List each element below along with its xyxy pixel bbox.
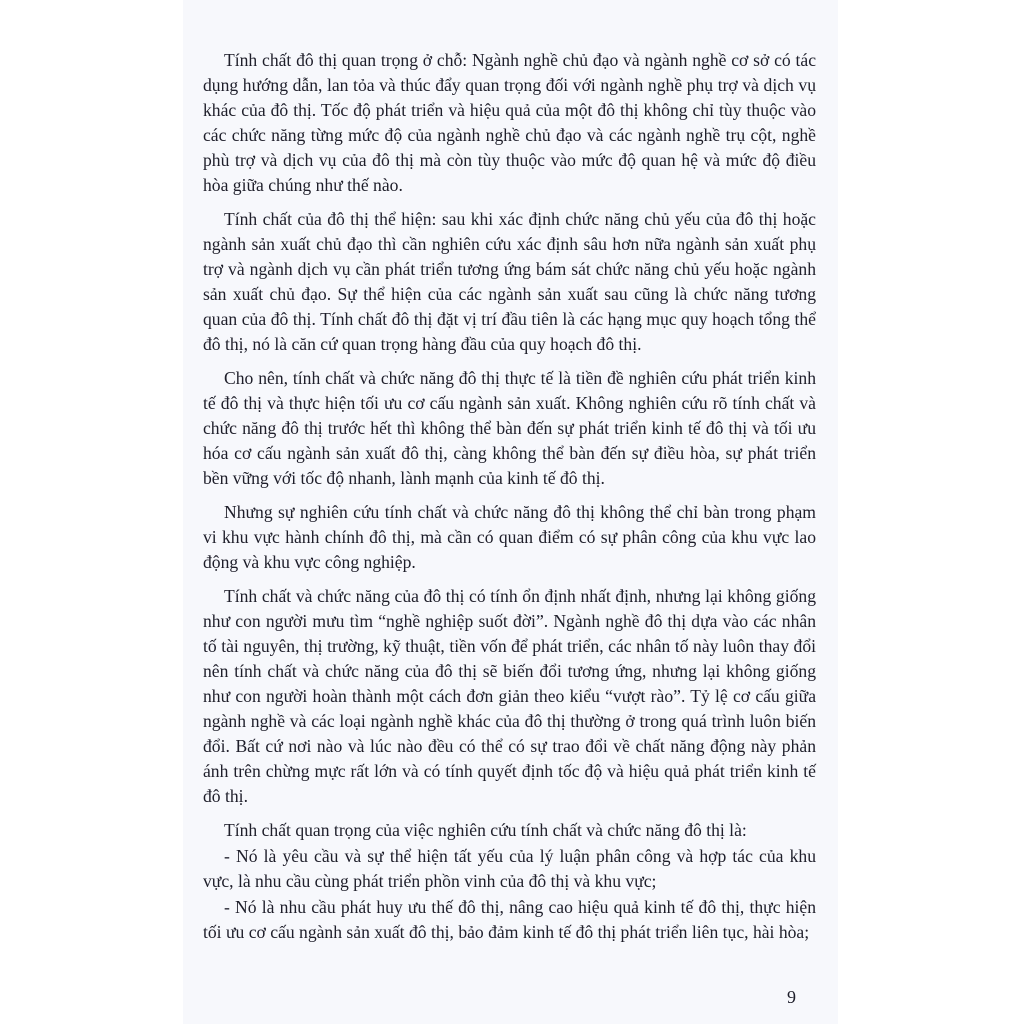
book-page — [183, 0, 838, 1024]
paragraph: Tính chất và chức năng của đô thị có tính ổn định nhất định, nhưng lại không giống như con người mưu tìm “nghề nghiệp suốt đời”. Ngành nghề đô thị dựa vào các nhân tố tài nguyên, thị trường, kỹ thuật, tiền vốn để phát triển, các nhân tố này luôn thay đổi nên tính chất và chức năng của đô thị sẽ biến đổi tương ứng, nhưng lại không giống như con người hoàn thành một cách đơn giản theo kiểu “vượt rào”. Tỷ lệ cơ cấu giữa ngành nghề và các loại ngành nghề khác của đô thị thường ở trong quá trình luôn biến đổi. Bất cứ nơi nào và lúc nào đều có thể có sự trao đổi về chất năng động này phản ánh trên chừng mực rất lớn và có tính quyết định tốc độ và hiệu quả phát triển kinh tế đô thị. — [203, 586, 816, 806]
paragraph: Tính chất quan trọng của việc nghiên cứu tính chất và chức năng đô thị là: — [224, 820, 747, 840]
page-body — [203, 48, 816, 946]
paragraph: Cho nên, tính chất và chức năng đô thị thực tế là tiền đề nghiên cứu phát triển kinh tế đô thị và thực hiện tối ưu cơ cấu ngành sản xuất. Không nghiên cứu rõ tính chất và chức năng đô thị trước hết thì không thể bàn đến sự phát triển kinh tế đô thị và tối ưu hóa cơ cấu ngành sản xuất đô thị, càng không thể bàn đến sự điều hòa, sự phát triển bền vững với tốc độ nhanh, lành mạnh của kinh tế đô thị. — [203, 368, 816, 488]
paragraph: Tính chất đô thị quan trọng ở chỗ: Ngành nghề chủ đạo và ngành nghề cơ sở có tác dụng hướng dẫn, lan tỏa và thúc đẩy quan trọng đối với ngành nghề phụ trợ và dịch vụ khác của đô thị. Tốc độ phát triển và hiệu quả của một đô thị không chỉ tùy thuộc vào các chức năng từng mức độ của ngành nghề chủ đạo và các ngành nghề trụ cột, nghề phù trợ và dịch vụ của đô thị mà còn tùy thuộc vào mức độ quan hệ và mức độ điều hòa giữa chúng như thế nào. — [203, 50, 816, 195]
list-item — [203, 844, 816, 894]
paragraph: Tính chất của đô thị thể hiện: sau khi xác định chức năng chủ yếu của đô thị hoặc ngành sản xuất chủ đạo thì cần nghiên cứu xác định sâu hơn nữa ngành sản xuất phụ trợ và ngành dịch vụ cần phát triển tương ứng bám sát chức năng chủ yếu hoặc ngành sản xuất chủ đạo. Sự thể hiện của các ngành sản xuất sau cũng là chức năng tương quan của đô thị. Tính chất đô thị đặt vị trí đầu tiên là các hạng mục quy hoạch tổng thể đô thị, nó là căn cứ quan trọng hàng đầu của quy hoạch đô thị. — [203, 209, 816, 354]
paragraph: Nhưng sự nghiên cứu tính chất và chức năng đô thị không thể chỉ bàn trong phạm vi khu vực hành chính đô thị, mà cần có quan điểm có sự phân công của khu vực lao động và khu vực công nghiệp. — [203, 502, 816, 572]
list-item — [203, 895, 816, 945]
list-item-text: - Nó là yêu cầu và sự thể hiện tất yếu của lý luận phân công và hợp tác của khu vực, là nhu cầu cùng phát triển phồn vinh của đô thị và khu vực; — [203, 846, 816, 891]
list-item-text: - Nó là nhu cầu phát huy ưu thế đô thị, nâng cao hiệu quả kinh tế đô thị, thực hiện tối ưu cơ cấu ngành sản xuất đô thị, bảo đảm kinh tế đô thị phát triển liên tục, hài hòa; — [203, 897, 816, 942]
page-number: 9 — [787, 987, 796, 1007]
